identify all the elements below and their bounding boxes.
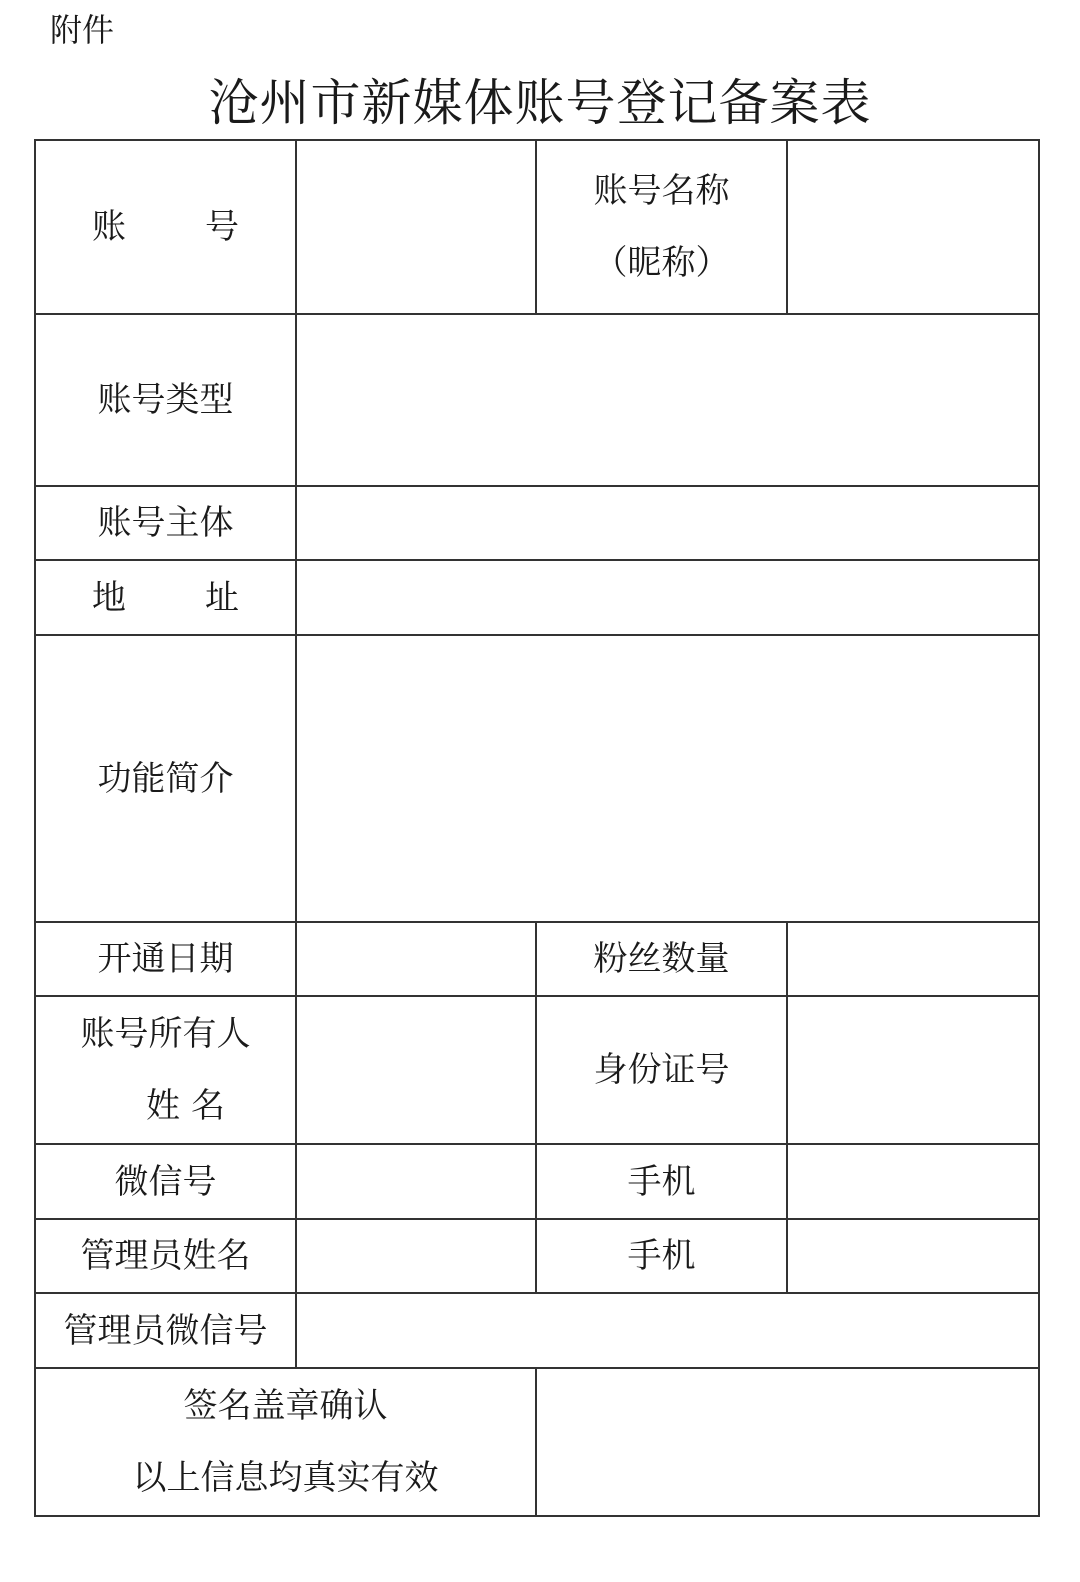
signature-label-cell <box>35 1368 536 1516</box>
row-wechat <box>35 1144 1039 1219</box>
row-admin-name <box>35 1219 1039 1293</box>
owner-value-field[interactable] <box>296 996 536 1144</box>
owner-label-cell <box>35 996 296 1144</box>
row-admin-wechat <box>35 1293 1039 1368</box>
wechat-value-field[interactable] <box>296 1144 536 1219</box>
account-value-field[interactable] <box>296 140 536 314</box>
address-label-cell <box>35 560 296 635</box>
address-label-char-2: 址 <box>205 577 239 618</box>
page-title: 沧州市新媒体账号登记备案表 <box>208 74 872 132</box>
id-number-value-field[interactable] <box>787 996 1039 1144</box>
signature-label: 签名盖章确认 <box>183 1386 388 1426</box>
registration-form-table <box>34 139 1040 1517</box>
account-label-char-2: 号 <box>205 207 239 247</box>
row-open-date <box>35 922 1039 996</box>
phone-value-field[interactable] <box>787 1144 1039 1219</box>
row-function <box>35 635 1039 922</box>
account-subject-label: 账号主体 <box>35 486 296 560</box>
wechat-label: 微信号 <box>35 1144 296 1219</box>
account-nickname-label: （昵称） <box>593 243 730 283</box>
row-account-subject <box>35 486 1039 560</box>
open-date-value-field[interactable] <box>296 922 536 996</box>
admin-wechat-label: 管理员微信号 <box>35 1293 296 1368</box>
account-name-label-cell <box>536 140 787 314</box>
attachment-label: 附件 <box>50 11 115 49</box>
account-type-value-field[interactable] <box>296 314 1039 486</box>
admin-wechat-value-field[interactable] <box>296 1293 1039 1368</box>
account-label-char-1: 账 <box>92 207 126 247</box>
fans-value-field[interactable] <box>787 922 1039 996</box>
row-owner <box>35 996 1039 1144</box>
account-subject-value-field[interactable] <box>296 486 1039 560</box>
function-label: 功能简介 <box>35 635 296 922</box>
row-address <box>35 560 1039 635</box>
admin-phone-label: 手机 <box>536 1219 787 1293</box>
signature-confirmation-text: 以上信息均真实有效 <box>132 1458 439 1498</box>
row-account <box>35 140 1039 314</box>
open-date-label: 开通日期 <box>35 922 296 996</box>
account-type-label: 账号类型 <box>35 314 296 486</box>
account-name-label: 账号名称 <box>593 171 730 211</box>
phone-label: 手机 <box>536 1144 787 1219</box>
function-value-field[interactable] <box>296 635 1039 922</box>
owner-label: 账号所有人 <box>80 1014 251 1054</box>
account-name-value-field[interactable] <box>787 140 1039 314</box>
id-number-label: 身份证号 <box>536 996 787 1144</box>
row-signature <box>35 1368 1039 1516</box>
admin-name-value-field[interactable] <box>296 1219 536 1293</box>
owner-name-char-1: 姓 <box>146 1086 180 1126</box>
row-account-type <box>35 314 1039 486</box>
fans-label: 粉丝数量 <box>536 922 787 996</box>
account-label-cell <box>35 140 296 314</box>
admin-phone-value-field[interactable] <box>787 1219 1039 1293</box>
admin-name-label: 管理员姓名 <box>35 1219 296 1293</box>
address-value-field[interactable] <box>296 560 1039 635</box>
signature-stamp-field[interactable] <box>536 1368 1039 1516</box>
address-label-char-1: 地 <box>92 577 126 618</box>
owner-name-char-2: 名 <box>191 1086 225 1126</box>
